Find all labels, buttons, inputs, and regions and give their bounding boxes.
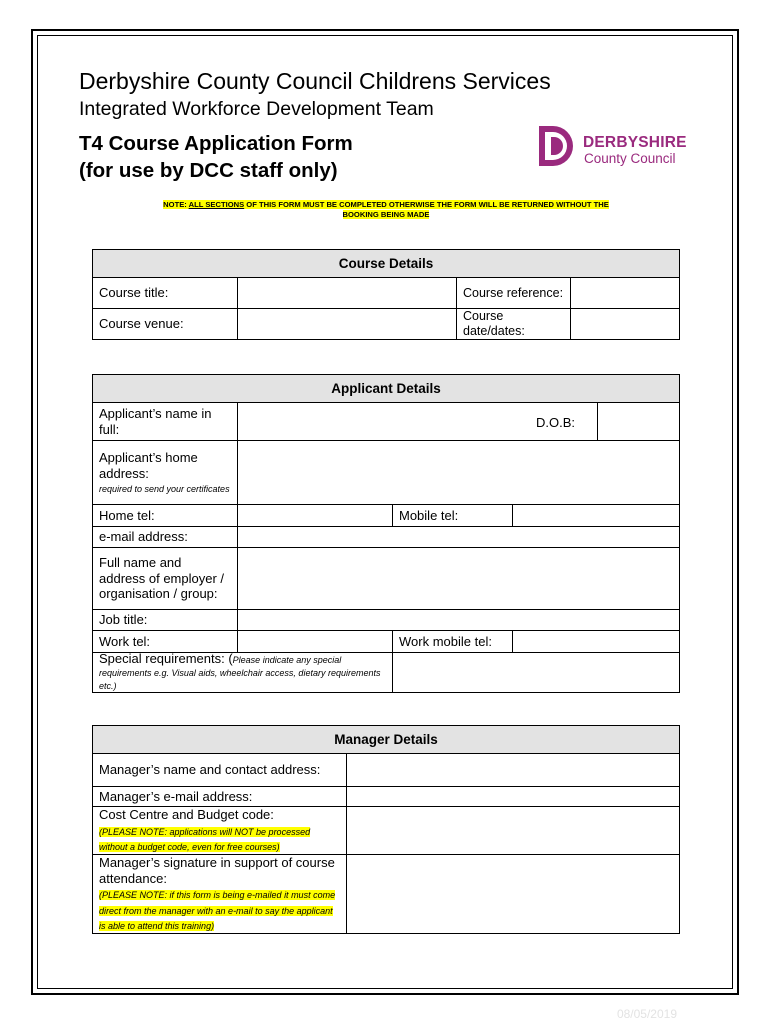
budget-code-note: (PLEASE NOTE: applications will NOT be processed without a budget code, even for free courses) — [99, 826, 311, 853]
special-requirements-hint: requirements e.g. Visual aids, wheelchair access, dietary requirements etc.) — [99, 668, 381, 691]
manager-email-field[interactable] — [347, 787, 680, 807]
form-title-line1: T4 Course Application Form — [79, 132, 353, 155]
logo-line1: DERBYSHIRE — [583, 134, 687, 151]
course-details-heading: Course Details — [93, 250, 680, 278]
manager-signature-field[interactable] — [347, 855, 680, 934]
manager-signature-note-wrap — [99, 886, 340, 933]
mobile-tel-label: Mobile tel: — [393, 505, 513, 527]
course-reference-field[interactable] — [571, 278, 680, 309]
email-label: e-mail address: — [93, 527, 238, 548]
work-mobile-field[interactable] — [513, 631, 680, 653]
applicant-details-table — [92, 374, 680, 693]
form-title — [79, 130, 353, 184]
form-title-line2: (for use by DCC staff only) — [79, 159, 338, 182]
job-title-field[interactable] — [238, 610, 680, 631]
course-title-field[interactable] — [238, 278, 457, 309]
special-requirements-label — [93, 653, 393, 693]
manager-name-label: Manager’s name and contact address: — [93, 754, 347, 787]
page-subtitle: Integrated Workforce Development Team — [79, 98, 434, 120]
note-emphasis: ALL SECTIONS — [188, 200, 245, 209]
employer-label: Full name and address of employer / organisation / group: — [93, 548, 238, 610]
manager-name-field[interactable] — [347, 754, 680, 787]
home-address-hint: required to send your certificates — [99, 484, 230, 494]
manager-signature-note: (PLEASE NOTE: if this form is being e-mailed it must come direct from the manager with an e-mail to say the applicant is able to attend this training) — [99, 890, 336, 931]
page-title: Derbyshire County Council Childrens Services — [79, 68, 551, 94]
home-address-label-text: Applicant’s home address: — [99, 450, 198, 481]
budget-code-label — [93, 807, 347, 855]
budget-code-label-text: Cost Centre and Budget code: — [99, 807, 274, 823]
applicant-name-label: Applicant’s name in full: — [93, 403, 238, 441]
course-title-label: Course title: — [93, 278, 238, 309]
note-rest: OF THIS FORM MUST BE COMPLETED OTHERWISE THE FORM WILL BE RETURNED WITHOUT THE — [244, 200, 609, 209]
home-tel-label: Home tel: — [93, 505, 238, 527]
home-address-field[interactable] — [238, 441, 680, 505]
course-venue-label: Course venue: — [93, 309, 238, 340]
home-tel-field[interactable] — [238, 505, 393, 527]
logo-line2: County Council — [584, 151, 676, 166]
budget-code-field[interactable] — [347, 807, 680, 855]
course-dates-label: Course date/dates: — [457, 309, 571, 340]
job-title-label: Job title: — [93, 610, 238, 631]
manager-email-label: Manager’s e-mail address: — [93, 787, 347, 807]
special-requirements-hint-inline: Please indicate any special — [232, 655, 342, 665]
work-mobile-label: Work mobile tel: — [393, 631, 513, 653]
work-tel-label: Work tel: — [93, 631, 238, 653]
applicant-details-heading: Applicant Details — [93, 375, 680, 403]
note-line2: BOOKING BEING MADE — [342, 210, 430, 219]
manager-signature-label — [93, 855, 347, 934]
manager-details-heading: Manager Details — [93, 726, 680, 754]
special-requirements-text: Special requirements: ( — [99, 651, 233, 666]
special-requirements-field[interactable] — [393, 653, 680, 693]
manager-signature-label-text: Manager’s signature in support of course attendance: — [99, 855, 335, 886]
dob-label — [536, 403, 680, 441]
mobile-tel-field[interactable] — [513, 505, 680, 527]
note-prefix: NOTE: — [163, 200, 189, 209]
course-reference-label: Course reference: — [457, 278, 571, 309]
email-field[interactable] — [238, 527, 680, 548]
course-dates-field[interactable] — [571, 309, 680, 340]
manager-details-table — [92, 725, 680, 934]
derbyshire-d-icon — [537, 124, 581, 168]
completion-note — [116, 200, 656, 220]
home-address-label — [93, 441, 238, 505]
footer-date: 08/05/2019 — [616, 1007, 677, 1021]
course-venue-field[interactable] — [238, 309, 457, 340]
employer-field[interactable] — [238, 548, 680, 610]
derbyshire-logo — [537, 124, 702, 168]
budget-code-note-wrap — [99, 823, 340, 854]
dob-label-text: D.O.B: — [536, 415, 576, 430]
work-tel-field[interactable] — [238, 631, 393, 653]
course-details-table — [92, 249, 680, 340]
